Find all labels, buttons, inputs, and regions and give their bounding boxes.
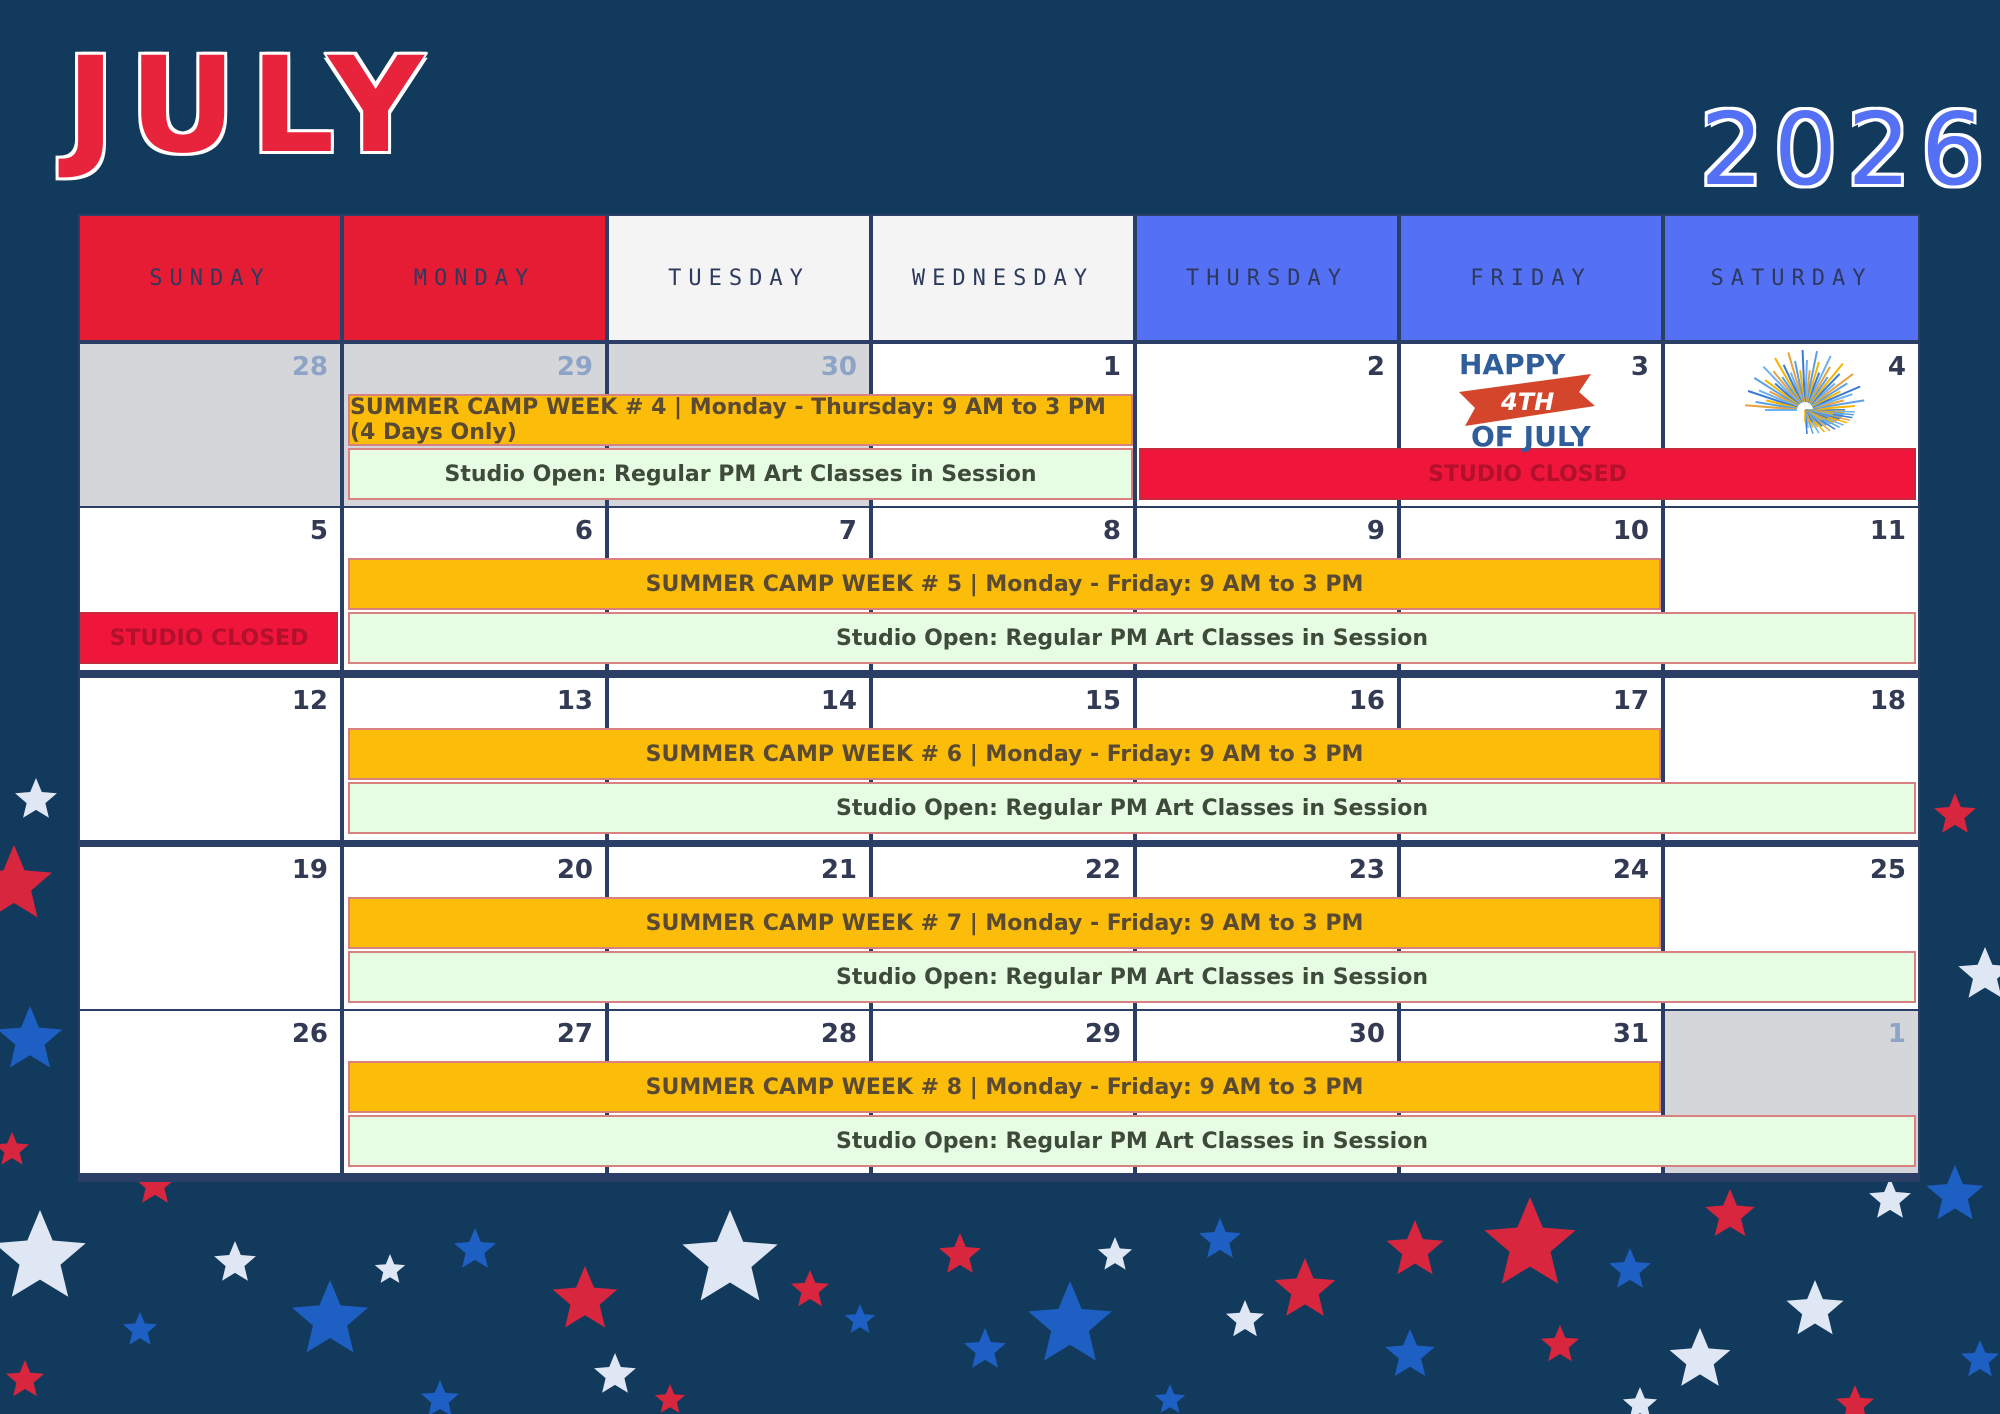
day-number: 29 [1084,1019,1121,1049]
star-icon [214,1241,256,1281]
day-number: 29 [556,352,593,382]
day-cell [80,847,340,1009]
fireworks-icon [1725,346,1875,450]
day-number: 9 [1366,516,1385,546]
star-icon [1484,1197,1575,1284]
day-number: 16 [1348,686,1385,716]
star-icon [421,1380,459,1414]
day-number: 30 [820,352,857,382]
star-icon [845,1304,875,1333]
star-icon [15,778,57,818]
weekday-wednesday: WEDNESDAY [873,216,1133,340]
month-title: JULY [66,29,438,183]
star-icon [0,1132,29,1165]
day-number: 6 [574,516,593,546]
happy-4th-of-july-sticker [1441,346,1611,452]
badge-of-july: OF JULY [1471,420,1591,452]
day-number: 23 [1348,855,1385,885]
star-icon [1836,1385,1874,1414]
day-number: 31 [1612,1019,1649,1049]
star-icon [1155,1384,1185,1413]
star-icon [1609,1248,1651,1288]
day-number: 4 [1887,352,1906,382]
day-number: 15 [1084,686,1121,716]
star-icon [1705,1189,1754,1236]
summer-camp-bar: SUMMER CAMP WEEK # 6 | Monday - Friday: 9 AM to 3 PM [348,728,1661,780]
weekday-thursday: THURSDAY [1137,216,1397,340]
star-icon [1226,1300,1264,1336]
day-number: 30 [1348,1019,1385,1049]
day-number: 12 [291,686,328,716]
studio-open-bar: Studio Open: Regular PM Art Classes in Session [348,612,1916,664]
star-icon [1028,1281,1112,1361]
star-icon [1541,1325,1579,1361]
day-number: 26 [291,1019,328,1049]
badge-happy: HAPPY [1459,348,1566,381]
day-number: 13 [556,686,593,716]
star-icon [791,1270,829,1306]
star-icon [594,1353,636,1393]
day-number: 14 [820,686,857,716]
day-number: 25 [1869,855,1906,885]
summer-camp-bar: SUMMER CAMP WEEK # 5 | Monday - Friday: 9 AM to 3 PM [348,558,1661,610]
day-cell [80,344,340,506]
star-icon [682,1210,777,1301]
day-number: 27 [556,1019,593,1049]
day-number: 28 [291,352,328,382]
star-icon [454,1228,496,1268]
day-number: 1 [1102,352,1121,382]
star-icon [1199,1218,1241,1258]
day-number: 10 [1612,516,1649,546]
day-number: 24 [1612,855,1649,885]
star-icon [1961,1340,1999,1376]
studio-open-bar: Studio Open: Regular PM Art Classes in Session [348,448,1133,500]
star-icon [0,1006,62,1068]
star-icon [1958,947,2000,998]
day-number: 5 [309,516,328,546]
star-icon [1787,1280,1844,1334]
star-icon [292,1280,368,1352]
star-icon [123,1312,157,1345]
summer-camp-bar: SUMMER CAMP WEEK # 8 | Monday - Friday: 9 AM to 3 PM [348,1061,1661,1113]
day-number: 7 [838,516,857,546]
day-cell [80,1011,340,1173]
day-number: 11 [1869,516,1906,546]
day-cell [80,678,340,840]
star-icon [1623,1387,1657,1414]
studio-closed-bar: STUDIO CLOSED [80,612,338,664]
day-number: 3 [1630,352,1649,382]
star-icon [1934,793,1976,833]
day-number: 8 [1102,516,1121,546]
day-number: 22 [1084,855,1121,885]
studio-open-bar: Studio Open: Regular PM Art Classes in Session [348,782,1916,834]
star-icon [0,845,52,917]
star-icon [6,1360,44,1396]
summer-camp-bar: SUMMER CAMP WEEK # 7 | Monday - Friday: 9 AM to 3 PM [348,897,1661,949]
day-number: 20 [556,855,593,885]
star-icon [553,1266,618,1328]
weekday-monday: MONDAY [344,216,605,340]
weekday-tuesday: TUESDAY [609,216,869,340]
studio-closed-bar: STUDIO CLOSED [1139,448,1916,500]
day-number: 2 [1366,352,1385,382]
weekday-saturday: SATURDAY [1665,216,1918,340]
star-icon [1927,1165,1984,1219]
calendar-grid [78,214,1920,1182]
weekday-sunday: SUNDAY [80,216,340,340]
star-icon [1670,1328,1731,1386]
star-icon [1385,1329,1434,1376]
year-title: 2026 [1700,91,1995,208]
day-number: 28 [820,1019,857,1049]
day-number: 18 [1869,686,1906,716]
star-icon [939,1233,981,1273]
weekday-friday: FRIDAY [1401,216,1661,340]
studio-open-bar: Studio Open: Regular PM Art Classes in Session [348,1115,1916,1167]
studio-open-bar: Studio Open: Regular PM Art Classes in Session [348,951,1916,1003]
star-icon [375,1254,405,1283]
star-icon [1098,1237,1132,1270]
star-icon [1387,1220,1444,1274]
day-number: 21 [820,855,857,885]
summer-camp-bar: SUMMER CAMP WEEK # 4 | Monday - Thursday: 9 AM to 3 PM (4 Days Only) [348,394,1133,446]
star-icon [1275,1258,1336,1316]
day-number: 19 [291,855,328,885]
badge-4th: 4TH [1501,388,1555,416]
star-icon [0,1210,86,1297]
star-icon [655,1384,685,1413]
day-number: 17 [1612,686,1649,716]
day-number: 1 [1887,1019,1906,1049]
star-icon [964,1328,1006,1368]
star-icon [1869,1178,1911,1218]
